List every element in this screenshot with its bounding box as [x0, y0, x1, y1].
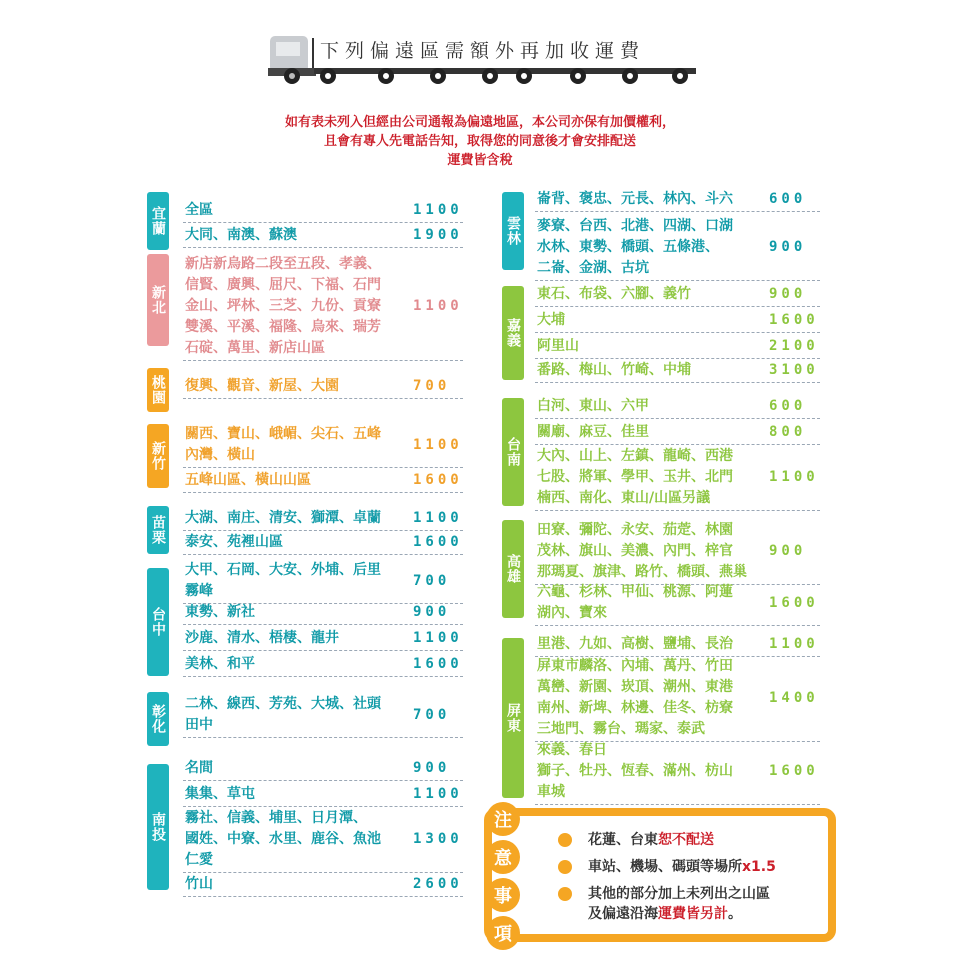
price-value: 2100	[769, 338, 819, 354]
region-tag: 桃園	[147, 368, 169, 412]
note-1-highlight: 恕不配送	[658, 832, 714, 848]
district-line: 番路、梅山、竹崎、中埔	[537, 362, 691, 378]
note-3-line-1: 其他的部分加上未列出之山區	[588, 886, 770, 902]
region-tag: 高雄	[502, 520, 524, 618]
district-line: 南州、新埤、林邊、佳冬、枋寮	[537, 700, 733, 716]
price-value: 2600	[413, 876, 463, 892]
price-value: 600	[769, 398, 807, 414]
district-line: 那瑪夏、旗津、路竹、橋頭、燕巢	[537, 564, 747, 580]
row-divider	[183, 624, 463, 625]
district-line: 全區	[185, 202, 213, 218]
district-line: 萬巒、新園、崁頂、潮州、東港	[537, 679, 733, 695]
region-tag: 南投	[147, 764, 169, 890]
row-divider	[183, 247, 463, 248]
district-line: 大埔	[537, 312, 565, 328]
district-line: 泰安、苑裡山區	[185, 534, 283, 550]
bullet-icon	[558, 887, 572, 901]
page-title: 下列偏遠區需額外再加收運費	[320, 40, 646, 62]
region-tag: 屏東	[502, 638, 524, 798]
note-3-line-2	[588, 904, 742, 924]
price-value: 1600	[413, 472, 463, 488]
note-2	[588, 857, 776, 877]
price-value: 1100	[413, 630, 463, 646]
district-line: 霧社、信義、埔里、日月潭、	[185, 810, 367, 826]
region-tag: 台中	[147, 568, 169, 676]
row-divider	[183, 896, 463, 897]
region-tag: 苗栗	[147, 506, 169, 554]
region-tag: 雲林	[502, 192, 524, 270]
district-line: 復興、觀音、新屋、大園	[185, 378, 339, 394]
region-tag: 嘉義	[502, 286, 524, 380]
price-value: 900	[769, 239, 807, 255]
district-line: 雙溪、平溪、福隆、烏來、瑞芳	[185, 319, 381, 335]
row-divider	[535, 332, 820, 333]
price-value: 900	[413, 604, 451, 620]
district-line: 東石、布袋、六腳、義竹	[537, 286, 691, 302]
price-value: 1100	[413, 510, 463, 526]
district-line: 內灣、橫山	[185, 447, 255, 463]
row-divider	[535, 280, 820, 281]
row-divider	[183, 360, 463, 361]
region-tag: 新竹	[147, 424, 169, 488]
price-value: 1100	[769, 469, 819, 485]
row-divider	[535, 306, 820, 307]
district-line: 三地門、霧台、瑪家、泰武	[537, 721, 705, 737]
note-2-highlight: x1.5	[742, 859, 776, 875]
notes-badge-char: 事	[486, 878, 520, 912]
row-divider	[183, 650, 463, 651]
district-line: 麥寮、台西、北港、四湖、口湖	[537, 218, 733, 234]
price-value: 700	[413, 572, 451, 589]
district-line: 大湖、南庄、清安、獅潭、卓蘭	[185, 510, 381, 526]
district-line: 美林、和平	[185, 656, 255, 672]
row-divider	[183, 806, 463, 807]
row-divider	[535, 444, 820, 445]
price-value: 1400	[769, 689, 819, 706]
row-divider	[183, 554, 463, 555]
district-line: 阿里山	[537, 338, 579, 354]
price-value: 900	[769, 286, 807, 302]
notes-badge-char: 意	[486, 840, 520, 874]
price-value: 1100	[769, 636, 819, 652]
region-tag: 台南	[502, 398, 524, 506]
notes-badge-char: 注	[486, 802, 520, 836]
price-value: 3100	[769, 362, 819, 378]
row-divider	[183, 676, 463, 677]
district-line: 田寮、彌陀、永安、茄萣、林園	[537, 522, 733, 538]
district-line: 五峰山區、橫山山區	[185, 472, 311, 488]
district-line: 崙背、褒忠、元長、林內、斗六	[537, 191, 733, 207]
price-value: 700	[413, 706, 451, 723]
district-line: 里港、九如、高樹、鹽埔、長治	[537, 636, 733, 652]
row-divider	[183, 737, 463, 738]
district-line: 屏東市麟洛、內埔、萬丹、竹田	[537, 658, 733, 674]
price-value: 600	[769, 191, 807, 207]
district-line: 車城	[537, 784, 565, 800]
notes-badge-char: 項	[486, 916, 520, 950]
price-value: 1600	[769, 763, 819, 779]
price-value: 1100	[413, 436, 463, 453]
note-2-text: 車站、機場、碼頭等場所	[588, 859, 742, 875]
row-divider	[535, 625, 820, 626]
price-value: 1300	[413, 831, 463, 847]
price-value: 1600	[413, 534, 463, 550]
price-value: 1900	[413, 227, 463, 243]
row-divider	[183, 780, 463, 781]
district-line: 新店新烏路二段至五段、孝義、	[185, 256, 381, 272]
note-3-tail: 。	[728, 906, 742, 922]
price-value: 1600	[769, 594, 819, 611]
district-line: 二林、線西、芳苑、大城、社頭	[185, 696, 381, 712]
notice-line-1: 如有表未列入但經由公司通報為偏遠地區，本公司亦保有加價權利，	[284, 115, 675, 130]
district-line: 石碇、萬里、新店山區	[185, 340, 325, 356]
district-line: 集集、草屯	[185, 786, 255, 802]
district-line: 獅子、牡丹、恆春、滿州、枋山	[537, 763, 733, 779]
price-value: 700	[413, 378, 451, 394]
row-divider	[535, 804, 820, 805]
district-line: 大同、南澳、蘇澳	[185, 227, 297, 243]
district-line: 茂林、旗山、美濃、內門、梓官	[537, 543, 733, 559]
price-value: 1600	[769, 312, 819, 328]
price-value: 1100	[413, 786, 463, 802]
region-tag: 宜蘭	[147, 192, 169, 250]
price-value: 1100	[413, 202, 463, 218]
bullet-icon	[558, 833, 572, 847]
price-value: 900	[413, 760, 451, 776]
row-divider	[183, 530, 463, 531]
price-value: 1100	[413, 298, 463, 314]
row-divider	[183, 467, 463, 468]
row-divider	[183, 872, 463, 873]
row-divider	[183, 398, 463, 399]
row-divider	[183, 222, 463, 223]
district-line: 大內、山上、左鎮、龍崎、西港	[537, 448, 733, 464]
row-divider	[535, 510, 820, 511]
district-line: 關西、寶山、峨嵋、尖石、五峰	[185, 426, 381, 442]
note-3-highlight: 運費皆另計	[658, 906, 728, 922]
district-line: 六龜、杉林、甲仙、桃源、阿蓮	[537, 584, 733, 600]
district-line: 來義、春日	[537, 742, 607, 758]
district-line: 大甲、石岡、大安、外埔、后里	[185, 562, 381, 578]
row-divider	[535, 382, 820, 383]
price-value: 900	[769, 543, 807, 559]
row-divider	[535, 418, 820, 419]
district-line: 二崙、金湖、古坑	[537, 260, 649, 276]
notice-line-3: 運費皆含稅	[447, 153, 513, 168]
region-tag: 新北	[147, 254, 169, 346]
district-line: 金山、坪林、三芝、九份、貢寮	[185, 298, 381, 314]
district-line: 水林、東勢、橋頭、五條港、	[537, 239, 719, 255]
district-line: 名間	[185, 760, 213, 776]
note-1-text: 花蓮、台東	[588, 832, 658, 848]
row-divider	[535, 211, 820, 212]
district-line: 霧峰	[185, 583, 213, 599]
district-line: 仁愛	[185, 852, 213, 868]
district-line: 信賢、廣興、屈尺、下福、石門	[185, 277, 381, 293]
note-1	[588, 830, 714, 850]
district-line: 東勢、新社	[185, 604, 255, 620]
district-line: 國姓、中寮、水里、鹿谷、魚池	[185, 831, 381, 847]
row-divider	[535, 358, 820, 359]
district-line: 楠西、南化、東山/山區另議	[537, 490, 711, 506]
notice-line-2: 且會有專人先電話告知，取得您的同意後才會安排配送	[323, 134, 636, 149]
note-3-text: 及偏遠沿海	[588, 906, 658, 922]
district-line: 白河、東山、六甲	[537, 398, 649, 414]
district-line: 竹山	[185, 876, 213, 892]
row-divider	[183, 492, 463, 493]
district-line: 湖內、寶來	[537, 605, 607, 621]
bullet-icon	[558, 860, 572, 874]
district-line: 沙鹿、清水、梧棲、龍井	[185, 630, 339, 646]
district-line: 關廟、麻豆、佳里	[537, 424, 649, 440]
price-value: 800	[769, 424, 807, 440]
district-line: 田中	[185, 717, 213, 733]
price-value: 1600	[413, 656, 463, 672]
district-line: 七股、將軍、學甲、玉井、北門	[537, 469, 733, 485]
region-tag: 彰化	[147, 692, 169, 746]
